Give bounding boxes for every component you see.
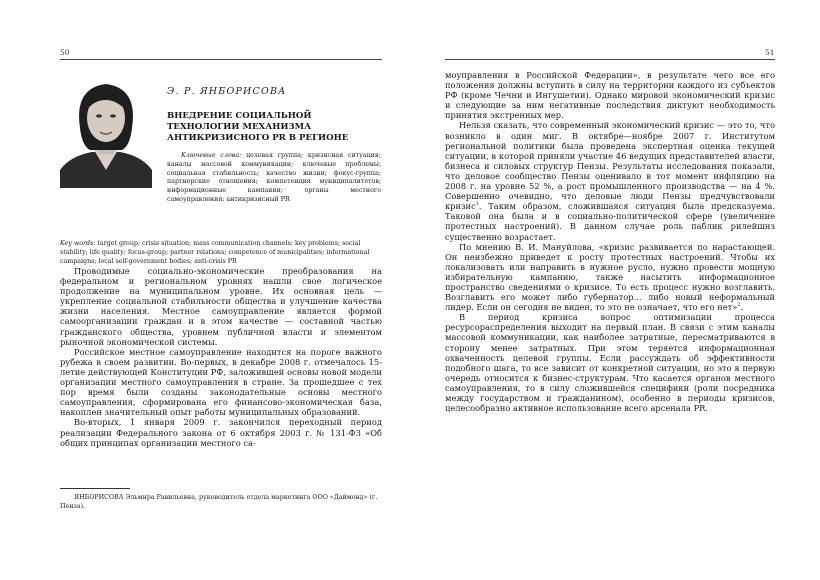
paragraph: Российское местное самоуправление находится на пороге важного рубежа в своем развитии. Во-первых, в декабре 2008 г. отмечалось 15-летие действующей Конституции РФ, заложившей основы новой модели организации местного самоуправления в стране. За прошедшее с тех пор время были созданы законодательные основы местного самоуправления, сформирована его финансово-экономическая база, накоплен значительный опыт работы муниципальных образований. [60,346,382,418]
header-rule [445,59,775,60]
keywords-en-text: target group; crisis situation; mass communication channels; key problems; social stability; life quality; focus-group; partner relations; competence of municipalities; informational campaigns; local self-government bodies; anti-crisis PR [60,240,370,265]
author-name: Э. Р. ЯНБОРИСОВА [167,86,287,97]
keywords-ru-text: целевая группа; кризисная ситуация; каналы массовой коммуникации; ключевые проблемы; социальная стабильность; качество жизни; фокус-группа; партнерские отношения; компетенция муниципалитетов; информационные кампании; органы местного самоуправления; антикризисный PR [167,152,381,203]
paragraph: Проводимые социально-экономические преобразования на федеральном и региональном уровнях нашли свое логическое продолжение на муниципальном уровне. Их основная цель — укрепление социальной стабильности общества и улучшение качества жизни населения. Местное самоуправление является формой самоорганизации граждан и в этом качестве — составной частью гражданского общества, уровнем публичной власти и элементом рыночной экономической системы. [60,266,382,347]
header-rule [60,59,382,60]
paragraph: моуправления в Российской Федерации», в результате чего все его положения должны вступить в силу на территории каждого из субъектов РФ (кроме Чечни и Ингушетии). Однако мировой экономический кризис и следующие за ним негативные последствия диктуют необходимость принятия экстренных мер. [445,70,775,121]
paragraph: В период кризиса вопрос оптимизации процесса ресурсораспределения выходит на первый план. В связи с этим каналы массовой коммуникации, как наиболее затратные, пересматриваются в сторону менее затратных. При этом теряется информационная охваченность целевой группы. Если рассуждать об эффективности подобного шага, то все зависит от конкретной ситуации, но это в первую очередь относится к бизнес-структурам. Что касается органов местного самоуправления, то в силу сложившейся специфики (роли посредника между государством и гражданином), особенно в периоды кризисов, целесообразно активное использование всего арсенала PR. [445,312,775,414]
paragraph: Во-вторых, 1 января 2009 г. закончился переходный период реализации Федерального закона от 6 октября 2003 г. № 131-ФЗ «Об общих принципах организации местного са- [60,417,382,448]
keywords-en-label: Key words: [60,240,96,247]
paragraph [445,120,775,241]
paragraph-text: По мнению В. И. Мануйлова, «кризис развивается по нарастающей. Он неизбежно приведет к росту протестных настроений. Чтобы их локализовать или направить в нужное русло, нужно провести мощную избирательную кампанию, также насытить информационное пространство сведениями о кризисе. То есть процесс нужно возглавить. Возглавить его может либо губернатор... либо новый неформальный лидер. Если он сегодня не виден, то это не означает, что его нет» [445,241,775,313]
footnote-rule [60,488,130,489]
right-body-text [445,70,775,413]
left-body-text [60,266,382,448]
keywords-en [60,240,382,266]
article-title: ВНЕДРЕНИЕ СОЦИАЛЬНОЙ ТЕХНОЛОГИИ МЕХАНИЗМА АНТИКРИЗИСНОГО PR В РЕГИОНЕ [167,111,349,143]
keywords-ru [167,152,381,205]
right-page [410,0,820,580]
author-footnote: ЯНБОРИСОВА Эльмира Равильевна, руководитель отдела маркетинга ООО «Даймонд» (г. Пенза). [60,494,378,510]
paragraph-text: . [740,302,744,313]
page-number: 50 [60,48,70,57]
footnote-marker: 2 [737,302,741,309]
keywords-ru-label: Ключевые слова: [181,152,242,159]
author-photo [60,70,152,188]
footnote-marker: 1 [475,201,479,208]
page-number: 51 [765,48,775,57]
paragraph-text: . Таким образом, сложившаяся ситуация была предсказуема. Таковой она была и в социально-политической сфере (увеличение протестных настроений). В данном случае роль паблик рилейшнз существенно возрастает. [445,201,775,242]
paragraph [445,242,775,313]
paragraph-text: Нельзя сказать, что современный экономический кризис — это то, что возникло в один миг. В октябре—ноябре 2007 г. Институтом региональной политики была проведена экспертная оценка текущей ситуации, в которой приняли участие 46 ведущих представителей власти, бизнеса и силовых структур Пензы. Результаты исследования показали, что деловое сообщество Пензы оценивало в тот момент инфляцию на 2008 г. на уровне 52 %, а рост промышленного производства — на 4 %. Совершенно очевидно, что деловые люди Пензы предчувствовали кризис [445,120,775,212]
